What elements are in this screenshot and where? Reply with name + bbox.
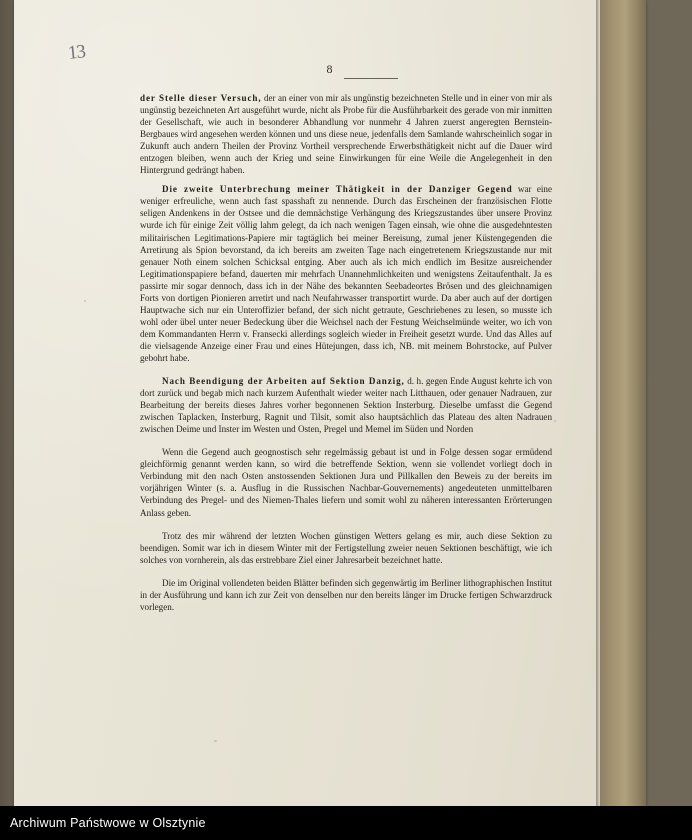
archive-caption-bar	[0, 806, 692, 840]
paragraph-1: der Stelle dieser Versuch, der an einer von mir als ungünstig bezeichneten Stelle und in einer von mir als ungünstig bezeichneten Art ausgeführt wurde, nicht als Probe für die Ausführbarkeit des gerade von mir inmitten der Gesellschaft, wie auch in besonderer Abhandlung vor nunmehr 4 Jahren zuerst angeregten Bernstein-Bergbaues wird angesehen werden können und uns diese neue, jedenfalls dem Samlande wahrscheinlich sogar in Zukunft auch andern Theilen der Provinz Vortheil versprechende Erwerbsthätigkeit nicht auf die Dauer wird entzogen bleiben, wenn auch der Krieg und seine Einwirkungen für eine Weile die Angelegenheit in den Hintergrund gedrängt haben.	[140, 93, 553, 176]
page-number-rule	[344, 78, 398, 79]
body-text-column	[140, 92, 552, 620]
pencil-annotation: 13	[66, 41, 86, 64]
paragraph-6: Die im Original vollendeten beiden Blätter befinden sich gegenwärtig im Berliner lithographischen Institut in der Ausführung und kann ich zur Zeit von denselben nur den bereits länger im Drucke fertigen Schwarzdruck vorlegen.	[140, 577, 552, 612]
archive-caption-text: Archiwum Państwowe w Olsztynie	[10, 816, 206, 830]
book-binding-edge	[600, 0, 646, 812]
paper-speck	[554, 420, 556, 422]
document-page	[14, 0, 646, 812]
page-number: 8	[326, 62, 334, 76]
paragraph-2: Die zweite Unterbrechung meiner Thätigkeit in der Danziger Gegend war eine weniger erfreuliche, wenn auch fast spasshaft zu nennende. Durch das Erscheinen der französischen Flotte seligen Andenkens in der Ostsee und die demnächstige Verhängung des Kriegszustandes über unsere Provinz wurde ich für einige Zeit völlig lahm gelegt, da ich nach wenigen Tagen einsah, wie ohne die ausgedehntesten militairischen Legitimations-Papiere mir tagtäglich bei meiner Bereisung, zumal jener Küstengegenden die Arretirung als Spion bevorstand, da ich bereits am zweiten Tage nach eingetretenem Kriegszustande nur mit genauer Noth einem solchen Schicksal entging. Aber auch als ich mich endlich im Besitze ausreichender Legitimationspapiere befand, dauerten mir mehrfach Unannehmlichkeiten und wenigstens Zeitaufenthalt. Ja es passirte mir sogar dennoch, dass ich in der Nähe des bekannten Seebadeortes Brösen und des gleichnamigen Forts von dortigen Pionieren arretirt und nach Neufahrwasser transportirt wurde. Da aber auch auf der dortigen Hauptwache sich nur ein Unteroffizier befand, der sich nicht getraute, Geschriebenes zu lesen, so musste ich wohl oder übel unter neuer Bedeckung über die Weichsel nach der Festung Weichselmünde weiter, wo ich von dem Kommandanten Herrn v. Fransecki allerdings sogleich wieder in Freiheit gesetzt wurde. Und das Alles auf die vielsagende Anzeige einer Frau und eines Hütejungen, dass ich, NB. mit meinem Bohrstocke, auf Pulver gebohrt habe.	[140, 184, 553, 363]
paragraph-5: Trotz des mir während der letzten Wochen günstigen Wetters gelang es mir, auch diese Sektion zu beendigen. Somit war ich in diesem Winter mit der Fertigstellung zweier neuen Sektionen beschäftigt, wie ich solches von vornherein, als das erstrebbare Ziel einer Jahresarbeit bezeichnet hatte.	[140, 530, 552, 565]
paragraph-4: Wenn die Gegend auch geognostisch sehr regelmässig gebaut ist und in Folge dessen sogar ermüdend gleichförmig genannt werden kann, so wird die betreffende Sektion, wenn sie vollendet vorliegt doch in Verbindung mit den nach Osten anstossenden Sektionen Jura und Pillkallen den Beweis zu der bereits im vorjährigen Winter (s. a. Ausflug in die Russischen Nachbar-Gouvernements) angedeuteten unmittelbaren Verbindung des Pregel- und des Niemen-Thales liefern und somit wohl zu näheren interessanten Erörterungen Anlass geben.	[140, 447, 552, 518]
paper-speck	[84, 300, 86, 302]
paragraph-3: Nach Beendigung der Arbeiten auf Sektion Danzig, d. h. gegen Ende August kehrte ich von dort zurück und begab mich nach kurzem Aufenthalt wieder weiter nach Litthauen, oder genauer Nadrauen, zur Bearbeitung der bereits dieses Jahres vorher begonnenen Sektion Insterburg. Dieselbe umfasst die Gegend zwischen Taplacken, Insterburg, Ragnit und Tilsit, somit also hauptsächlich das Plateau des alten Nadrauen zwischen Deime und Inster im Westen und Osten, Pregel und Memel im Süden und Norden	[140, 376, 553, 435]
paper-speck	[214, 740, 217, 742]
